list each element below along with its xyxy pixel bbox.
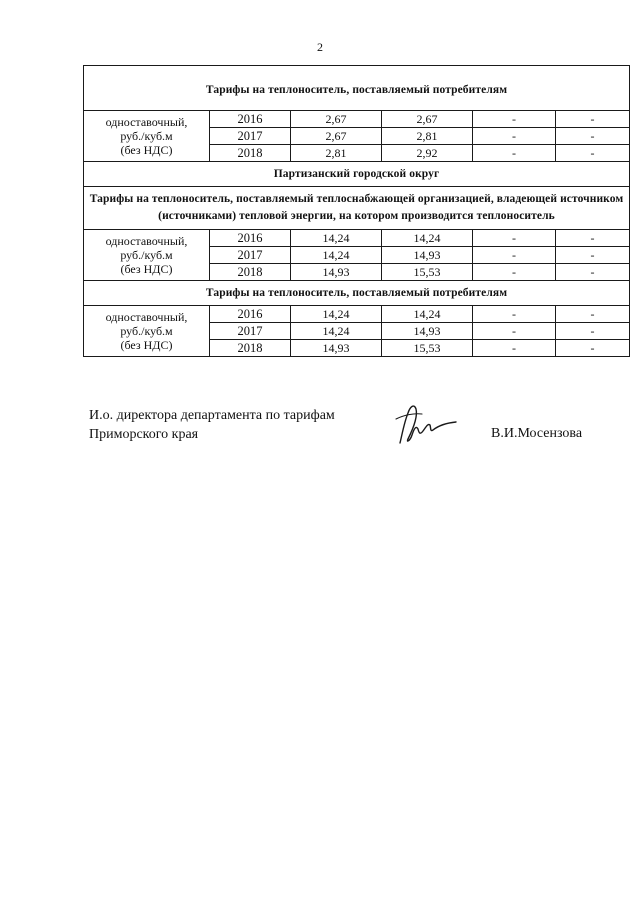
value-cell: 14,24	[382, 306, 473, 323]
value-cell: 2,81	[291, 145, 382, 162]
page-number: 2	[317, 40, 323, 54]
year-cell: 2018	[210, 145, 291, 162]
value-cell: 14,24	[291, 230, 382, 247]
value-cell: -	[556, 306, 630, 323]
value-cell: -	[473, 340, 556, 357]
value-cell: 2,92	[382, 145, 473, 162]
value-cell: -	[473, 111, 556, 128]
unit-label-line: одноставочный,	[105, 234, 188, 248]
unit-label	[84, 111, 210, 162]
value-cell: 14,24	[291, 306, 382, 323]
value-cell: -	[473, 128, 556, 145]
value-cell: -	[556, 340, 630, 357]
table-row	[84, 111, 630, 128]
section-title: Тарифы на теплоноситель, поставляемый потребителям	[84, 66, 630, 111]
unit-label-line: (без НДС)	[120, 262, 173, 276]
value-cell: -	[556, 145, 630, 162]
value-cell: -	[556, 247, 630, 264]
signatory-position	[89, 406, 335, 444]
value-cell: 15,53	[382, 264, 473, 281]
handwritten-signature	[386, 395, 466, 455]
section-title: Тарифы на теплоноситель, поставляемый потребителям	[84, 281, 630, 306]
value-cell: 14,93	[382, 323, 473, 340]
value-cell: -	[473, 323, 556, 340]
value-cell: -	[556, 111, 630, 128]
year-cell: 2016	[210, 306, 291, 323]
value-cell: -	[473, 264, 556, 281]
signatory-name: В.И.Мосензова	[491, 426, 583, 441]
year-cell: 2016	[210, 111, 291, 128]
value-cell: 2,67	[382, 111, 473, 128]
section-title: Тарифы на теплоноситель, поставляемый теплоснабжающей организацией, владеющей источником (источниками) тепловой энергии, на котором производится теплоноситель	[84, 187, 630, 230]
value-cell: -	[473, 230, 556, 247]
value-cell: -	[556, 264, 630, 281]
unit-label-line: (без НДС)	[120, 338, 173, 352]
district-title: Партизанский городской округ	[84, 162, 630, 187]
tariff-table	[83, 65, 630, 357]
value-cell: 2,67	[291, 111, 382, 128]
unit-label-line: одноставочный,	[105, 115, 188, 129]
unit-label	[84, 230, 210, 281]
value-cell: 14,93	[291, 264, 382, 281]
unit-label	[84, 306, 210, 357]
value-cell: -	[473, 247, 556, 264]
signatory-position-line: Приморского края	[89, 427, 199, 442]
value-cell: -	[556, 323, 630, 340]
table-row	[84, 230, 630, 247]
unit-label-line: (без НДС)	[120, 143, 173, 157]
value-cell: 2,81	[382, 128, 473, 145]
unit-label-line: одноставочный,	[105, 310, 188, 324]
year-cell: 2018	[210, 264, 291, 281]
value-cell: -	[473, 306, 556, 323]
value-cell: -	[556, 230, 630, 247]
signatory-position-line: И.о. директора департамента по тарифам	[89, 408, 335, 423]
year-cell: 2017	[210, 323, 291, 340]
year-cell: 2017	[210, 247, 291, 264]
unit-label-line: руб./куб.м	[120, 248, 173, 262]
value-cell: 14,93	[291, 340, 382, 357]
value-cell: 14,24	[291, 323, 382, 340]
year-cell: 2018	[210, 340, 291, 357]
value-cell: 15,53	[382, 340, 473, 357]
unit-label-line: руб./куб.м	[120, 129, 173, 143]
value-cell: 14,24	[382, 230, 473, 247]
year-cell: 2017	[210, 128, 291, 145]
unit-label-line: руб./куб.м	[120, 324, 173, 338]
value-cell: -	[556, 128, 630, 145]
value-cell: -	[473, 145, 556, 162]
value-cell: 14,93	[382, 247, 473, 264]
value-cell: 14,24	[291, 247, 382, 264]
year-cell: 2016	[210, 230, 291, 247]
value-cell: 2,67	[291, 128, 382, 145]
table-row	[84, 306, 630, 323]
